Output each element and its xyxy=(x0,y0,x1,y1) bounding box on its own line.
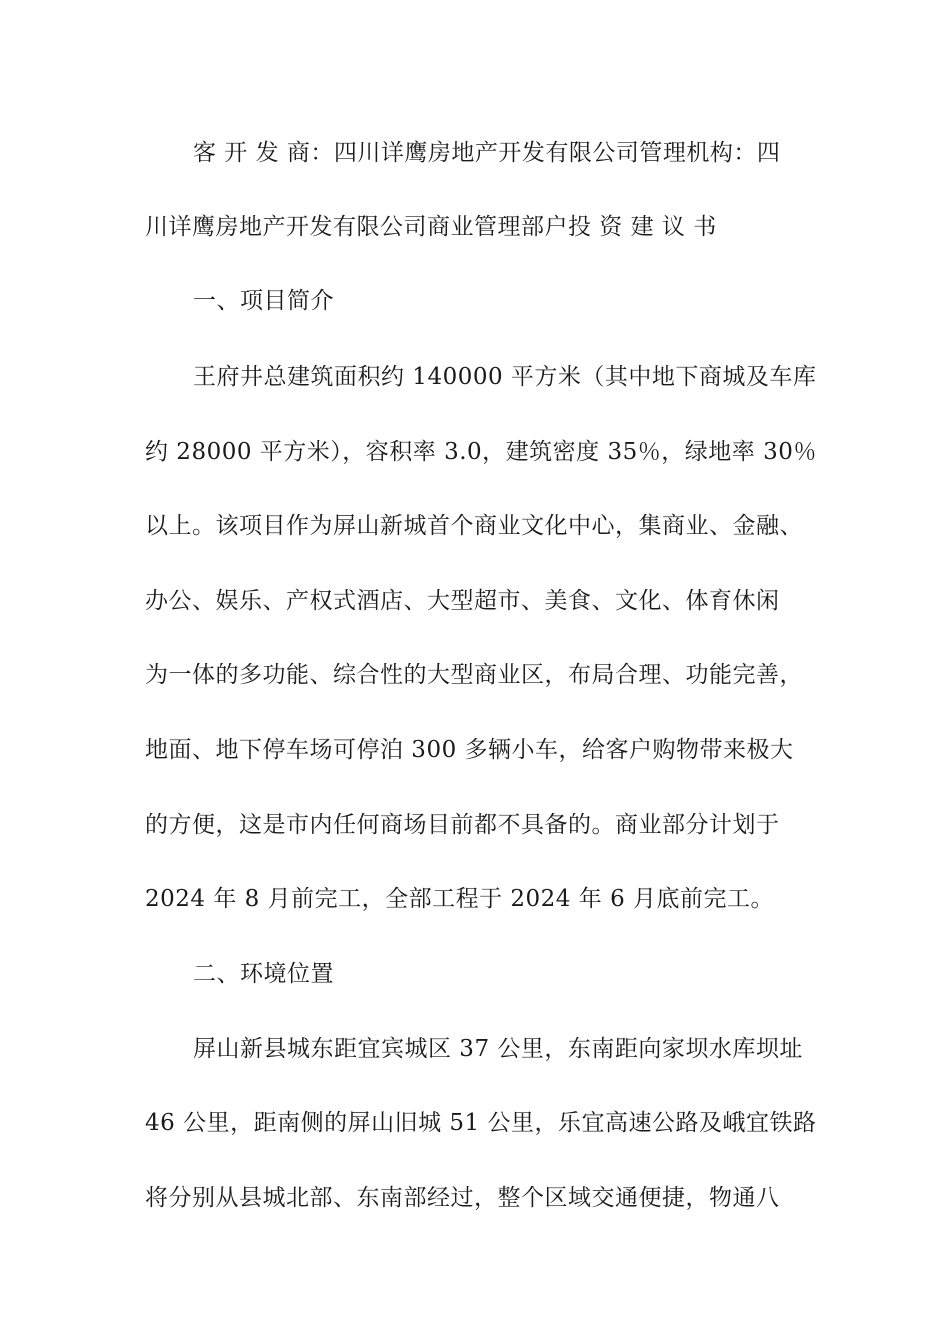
paragraph-line: 约 28000 平方米），容积率 3.0，建筑密度 35％，绿地率 30％ xyxy=(145,439,817,465)
developer-line: 客 开 发 商：四川详鹰房地产开发有限公司管理机构：四 xyxy=(193,140,781,166)
section-heading-location: 二、环境位置 xyxy=(193,961,334,987)
paragraph-line: 的方便，这是市内任何商场目前都不具备的。商业部分计划于 xyxy=(145,812,780,838)
paragraph-line: 王府井总建筑面积约 140000 平方米（其中地下商城及车库 xyxy=(193,364,817,390)
paragraph-line: 地面、地下停车场可停泊 300 多辆小车，给客户购物带来极大 xyxy=(145,737,794,763)
paragraph-line: 将分别从县城北部、东南部经过，整个区域交通便捷，物通八 xyxy=(145,1185,780,1211)
paragraph-line: 2024 年 8 月前完工，全部工程于 2024 年 6 月底前完工。 xyxy=(145,886,775,912)
section-heading-project-intro: 一、项目简介 xyxy=(193,288,334,314)
paragraph-line: 办公、娱乐、产权式酒店、大型超市、美食、文化、体育休闲 xyxy=(145,588,780,614)
management-line: 川详鹰房地产开发有限公司商业管理部户投 资 建 议 书 xyxy=(145,214,717,240)
paragraph-line: 以上。该项目作为屏山新城首个商业文化中心，集商业、金融、 xyxy=(145,513,803,539)
paragraph-line: 屏山新县城东距宜宾城区 37 公里，东南距向家坝水库坝址 xyxy=(193,1036,803,1062)
paragraph-line: 为一体的多功能、综合性的大型商业区，布局合理、功能完善， xyxy=(145,662,803,688)
paragraph-line: 46 公里，距南侧的屏山旧城 51 公里，乐宜高速公路及峨宜铁路 xyxy=(145,1110,817,1136)
